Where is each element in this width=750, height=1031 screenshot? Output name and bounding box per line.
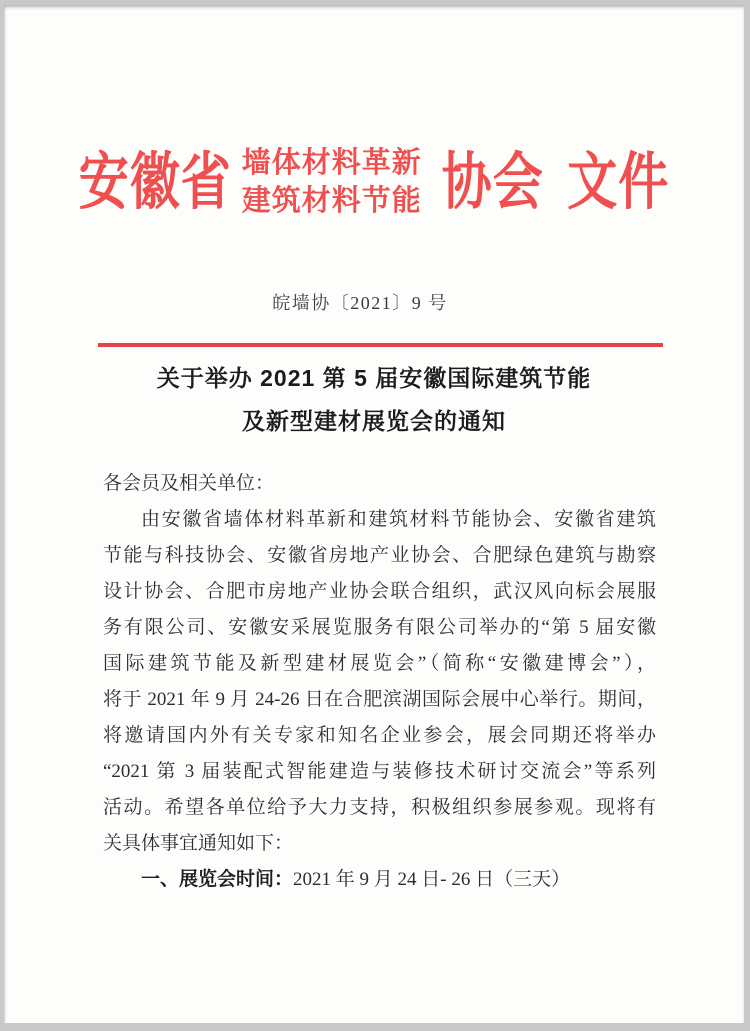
letterhead-org-name: [242, 144, 422, 220]
body-line: “2021 第 3 届装配式智能建造与装修技术研讨交流会”等系列: [103, 761, 656, 782]
body-line: 由安徽省墙体材料革新和建筑材料节能协会、安徽省建筑: [141, 509, 656, 530]
notice-title-line-2: 及新型建材展览会的通知: [242, 408, 506, 434]
letterhead-suffix: 协会 文件: [441, 147, 670, 217]
body-line: 务有限公司、安徽安采展览服务有限公司举办的“第 5 届安徽: [103, 617, 656, 638]
item-label: 一、展览会时间：: [141, 869, 294, 890]
body-line: 设计协会、合肥市房地产业协会联合组织，武汉风向标会展服: [103, 581, 656, 602]
letterhead-org-line-2: 建筑材料节能: [241, 185, 422, 217]
notice-title-line-1: 关于举办 2021 第 5 届安徽国际建筑节能: [156, 365, 592, 391]
body-paragraph: [103, 502, 656, 862]
body-line: 将于 2021 年 9 月 24-26 日在合肥滨湖国际会展中心举行。期间，: [103, 689, 656, 710]
letterhead-province: 安徽省: [78, 147, 232, 217]
document-page: [4, 5, 744, 1023]
body-line: 节能与科技协会、安徽省房地产业协会、合肥绿色建筑与勘察: [103, 545, 656, 566]
body-line: 活动。希望各单位给予大力支持，积极组织参展参观。现将有: [103, 797, 656, 818]
body-line: 关具体事宜通知如下：: [103, 833, 294, 854]
item-value: 2021 年 9 月 24 日- 26 日（三天）: [293, 869, 571, 890]
red-divider-line: [98, 343, 663, 347]
document-number: 皖墙协〔2021〕9 号: [272, 293, 448, 313]
letterhead-org-line-1: 墙体材料革新: [241, 147, 422, 179]
notice-body: [103, 466, 656, 898]
notice-title: [4, 357, 744, 443]
item-line-exhibition-time: [103, 862, 656, 898]
body-line: 国际建筑节能及新型建材展览会”（简称“安徽建博会”），: [103, 653, 656, 674]
letterhead: [4, 139, 744, 225]
salutation: 各会员及相关单位：: [103, 473, 275, 494]
body-line: 将邀请国内外有关专家和知名企业参会，展会同期还将举办: [103, 725, 656, 746]
